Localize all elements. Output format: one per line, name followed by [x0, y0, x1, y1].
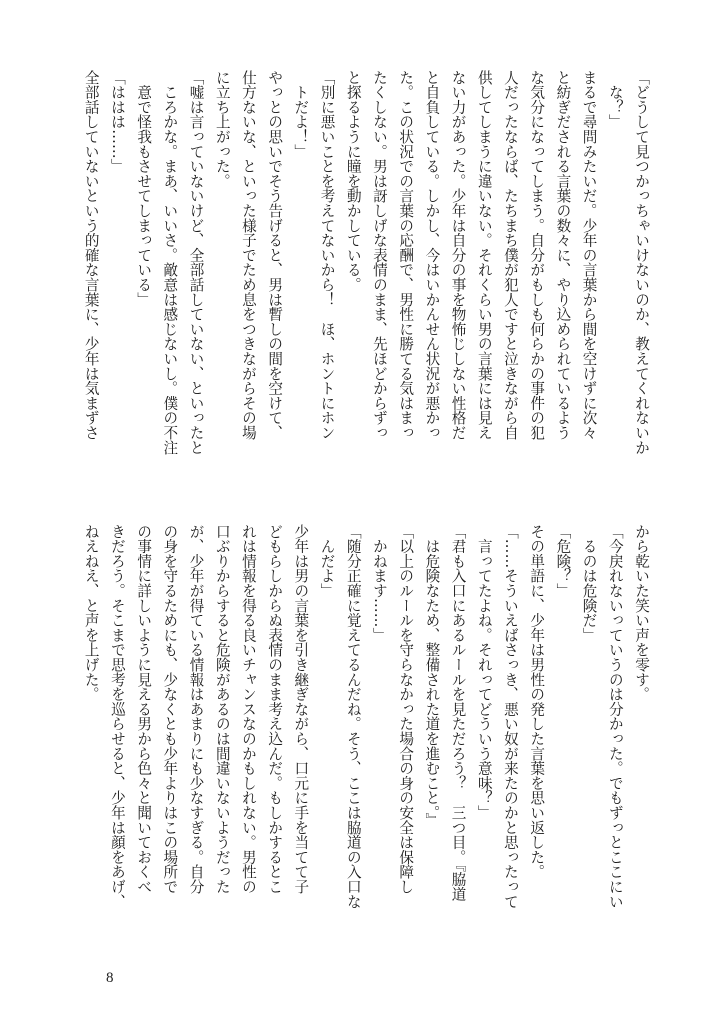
- text-line: な気分になってしまう。自分がもしも何らかの事件の犯: [528, 70, 546, 440]
- text-line: と探るように瞳を動かしている。: [344, 70, 362, 292]
- text-line: ない力があった。少年は自分の事を物怖じしない性格だ: [449, 70, 467, 440]
- page-number: 8: [106, 970, 114, 986]
- text-line: 「以上のルールを守らなかった場合の身の安全は保障し: [397, 524, 415, 894]
- text-line: きだろう。そこまで思考を巡らせると、少年は顔をあげ、: [108, 524, 126, 909]
- text-line: ねえねえ、と声を上げた。: [82, 524, 100, 702]
- lower-text-block: [78, 524, 654, 964]
- text-line: 少年は男の言葉を引き継ぎながら、口元に手を当てて子: [292, 524, 310, 894]
- text-line: たくしない。男は訝しげな表情のまま、先ほどからずっ: [370, 70, 388, 440]
- text-line: 供してしまうに違いない。それくらい男の言葉には見え: [475, 70, 493, 440]
- text-line: の身を守るためにも、少なくとも少年よりはこの場所で: [161, 524, 179, 894]
- text-line: の事情に詳しいように見える男から色々と聞いておくべ: [135, 524, 153, 894]
- text-line: んだよ」: [318, 524, 336, 598]
- text-line: るのは危険だ」: [580, 524, 598, 643]
- text-line: トだよ！」: [292, 70, 310, 159]
- text-line: 全部話していないという的確な言葉に、少年は気まずさ: [82, 70, 100, 440]
- text-line: かねます……」: [370, 524, 388, 643]
- text-line: 仕方ないな、といった様子でため息をつきながらその場: [239, 70, 257, 440]
- text-line: 「君も入口にあるルールを見ただろう？ 三つ目。『脇道: [449, 524, 467, 902]
- text-line: 口ぶりからすると危険があるのは間違いないようだった: [213, 524, 231, 894]
- text-line: 「危険？」: [554, 524, 572, 598]
- text-line: と自負している。しかし、今はいかんせん状況が悪かっ: [423, 70, 441, 440]
- upper-text-block: [78, 70, 654, 510]
- text-line: 意で怪我もさせてしまっている」: [135, 70, 153, 307]
- text-line: は危険なため、整備された道を進むこと。』: [423, 524, 441, 828]
- text-line: に立ち上がった。: [213, 70, 231, 189]
- text-line: 「ははは……」: [108, 70, 126, 174]
- text-line: 「……そういえばさっき、悪い奴が来たのかと思ったって: [501, 524, 519, 909]
- text-line: 「別に悪いことを考えてないから！ ほ、ホントにホン: [318, 70, 336, 440]
- text-line: 「どうして見つかっちゃいけないのか、教えてくれないか: [633, 70, 650, 455]
- text-line: な？」: [606, 70, 624, 130]
- text-line: が、少年が得ている情報はあまりにも少なすぎる。自分: [187, 524, 205, 894]
- text-line: どもらしからぬ表情のまま考え込んだ。もしかするとこ: [266, 524, 284, 894]
- text-line: 「随分正確に覚えてるんだね。そう、ここは脇道の入口な: [344, 524, 362, 909]
- text-line: その単語に、少年は男性の発した言葉を思い返した。: [528, 524, 546, 880]
- text-line: 言ってたよね。それってどういう意味？」: [475, 524, 493, 820]
- text-line: から乾いた笑い声を零す。: [633, 524, 650, 702]
- text-line: た。この状況での言葉の応酬で、男性に勝てる気はまっ: [397, 70, 415, 440]
- text-line: 人だったならば、たちまち僕が犯人ですと泣きながら自: [501, 70, 519, 440]
- text-line: と紡ぎだされる言葉の数々に、やり込められているよう: [554, 70, 572, 440]
- text-line: 「今戻れないっていうのは分かった。でもずっとここにい: [606, 524, 624, 909]
- text-line: まるで尋問みたいだ。少年の言葉から間を空けずに次々: [580, 70, 598, 440]
- text-line: れは情報を得る良いチャンスなのかもしれない。男性の: [239, 524, 257, 894]
- text-line: やっとの思いでそう告げると、男は暫しの間を空けて、: [266, 70, 284, 440]
- text-line: 「嘘は言っていないけど、全部話していない、といったと: [187, 70, 205, 455]
- text-line: ころかな。まあ、いいさ。敵意は感じないし。僕の不注: [161, 70, 179, 455]
